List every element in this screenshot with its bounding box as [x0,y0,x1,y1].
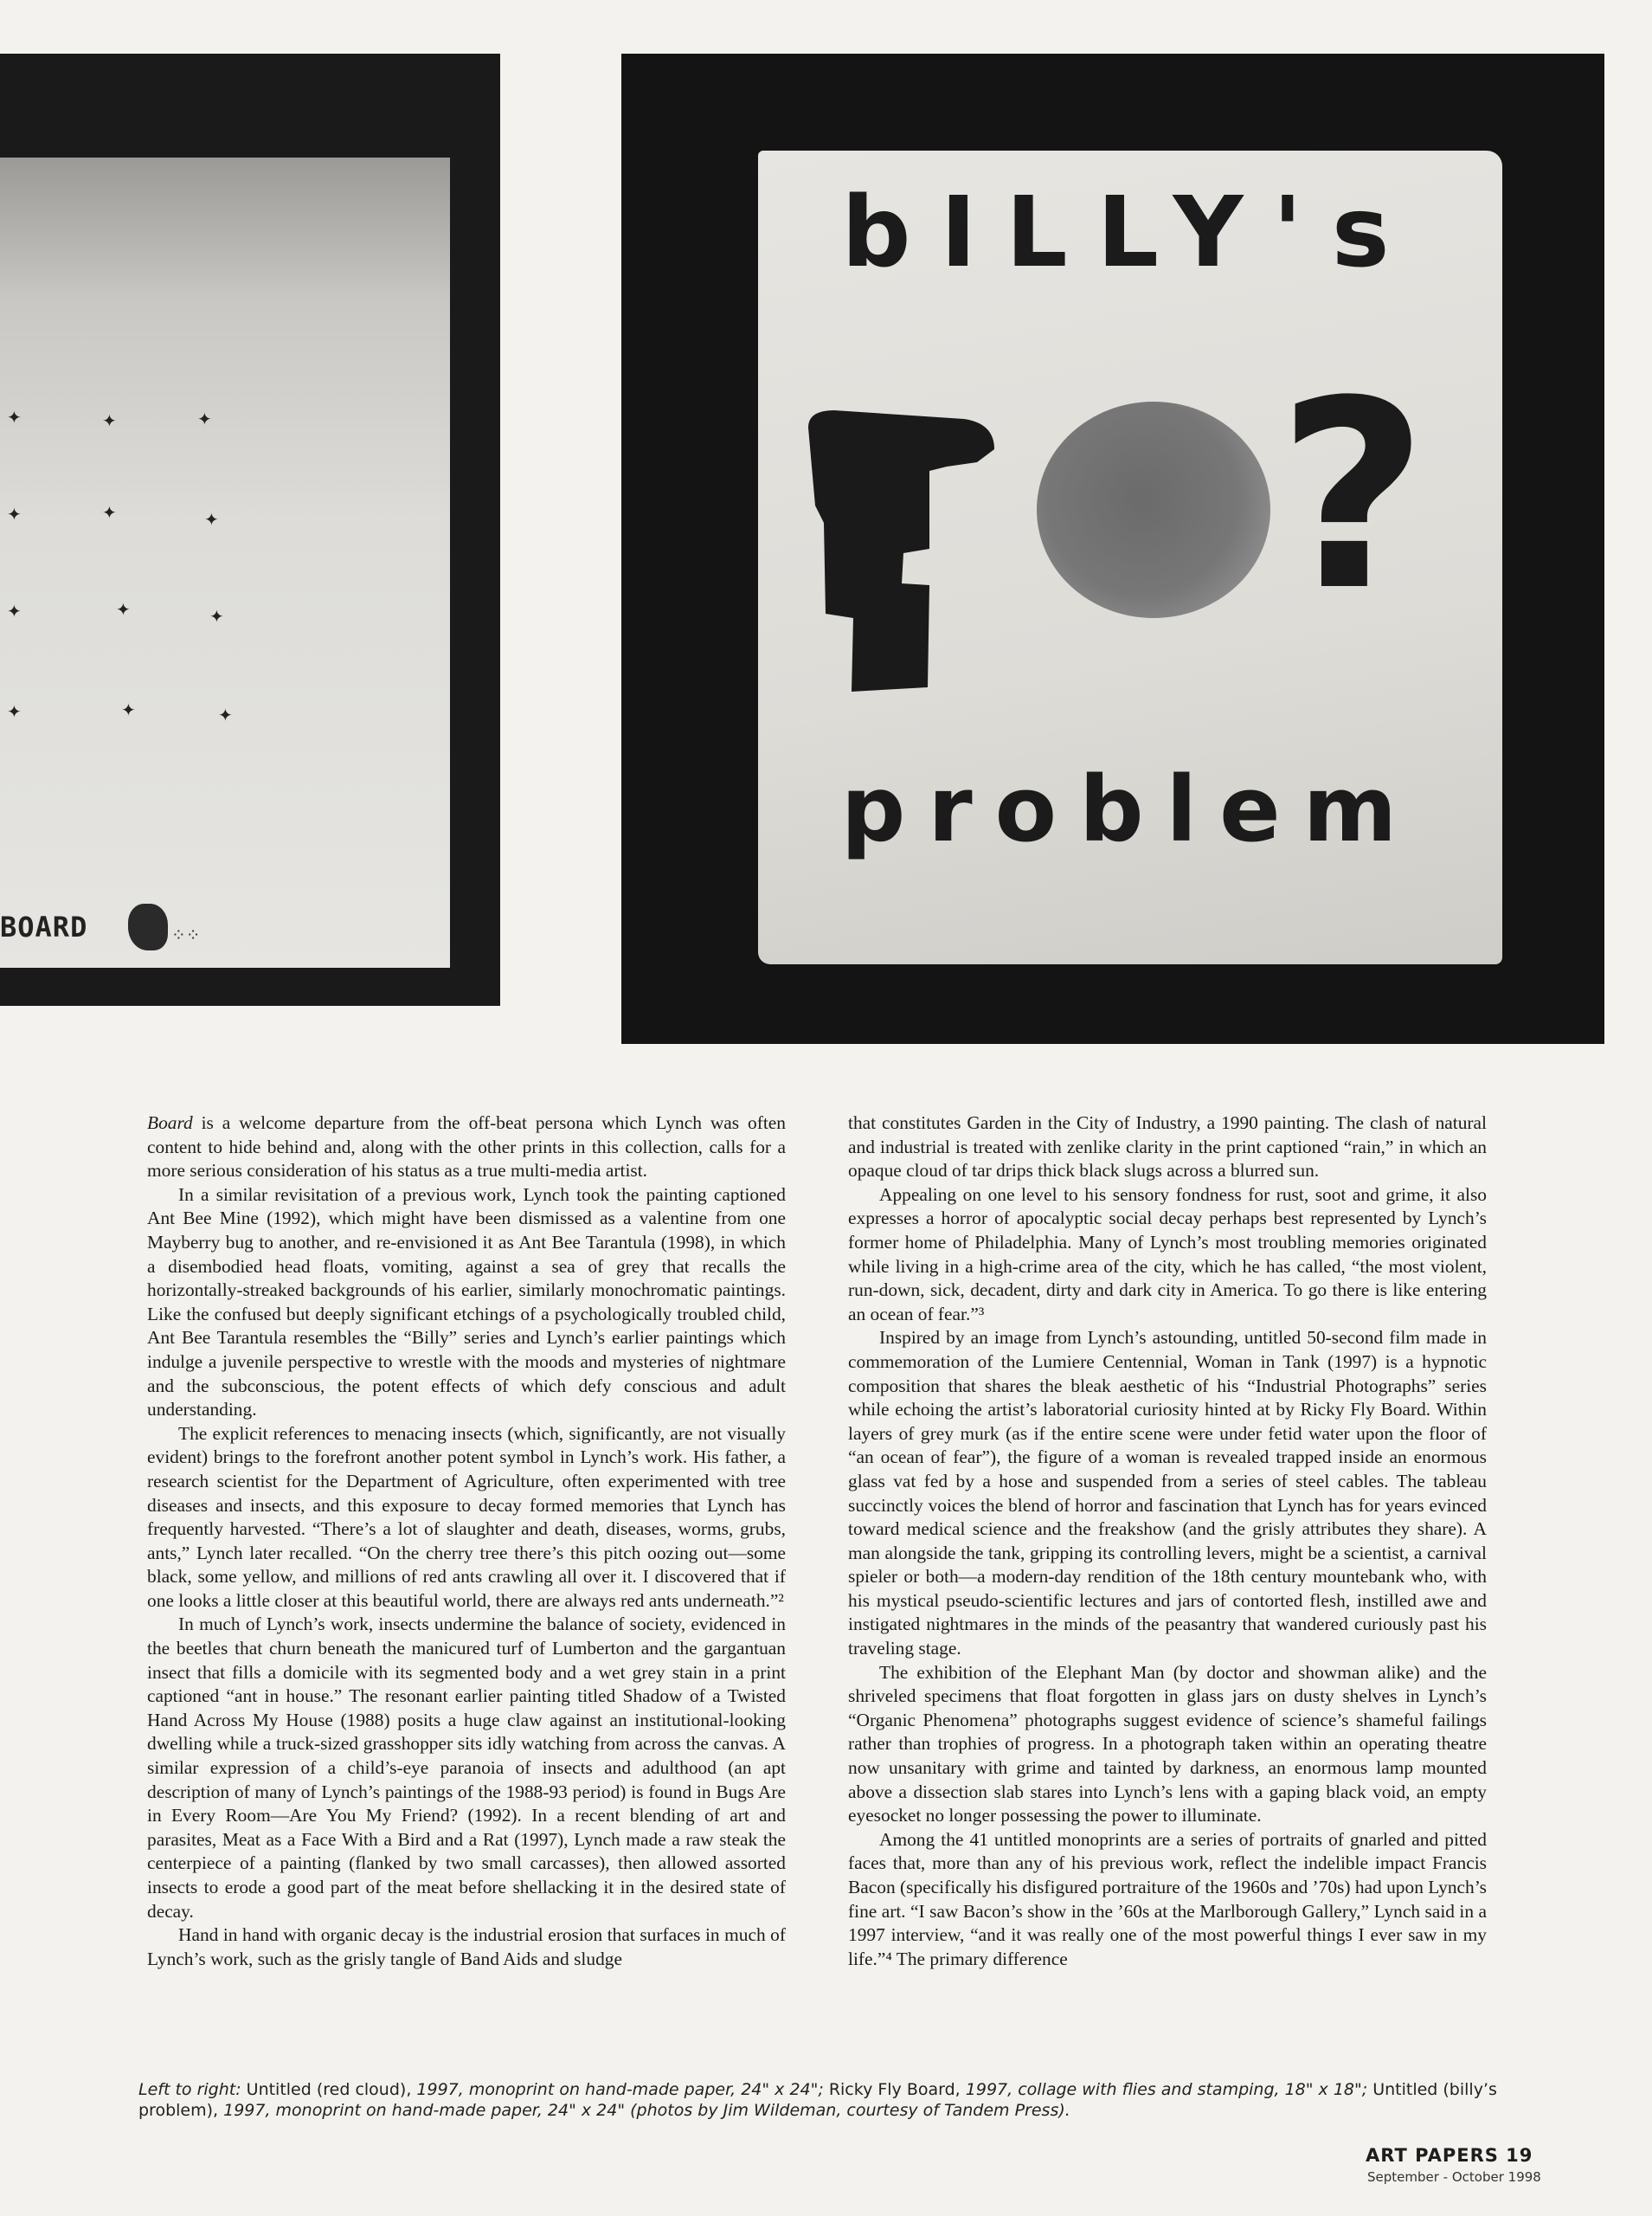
fly-mark: ✦ [7,407,22,428]
caption-details: 1997, monoprint on hand-made paper, 24" x 24" (photos by Jim Wildeman, courtesy of Tandem Press). [223,2101,1070,2120]
photo-billys-problem [621,54,1604,1044]
caption-details: 1997, monoprint on hand-made paper, 24" x 24"; [416,2080,829,2099]
board-stamp-text: BOARD [0,911,88,944]
paragraph: Hand in hand with organic decay is the industrial erosion that surfaces in much of Lynch’s work, such as the grisly tangle of Band Aids and sludge [147,1924,786,1969]
fly-board-panel [0,158,450,968]
paragraph: In much of Lynch’s work, insects undermine the balance of society, evidenced in the beetles that churn beneath the manicured turf of Lumberton and the gargantuan insect that fills a domicile with its segmented body and a wet grey stain in a print captioned “ant in house.” The resonant earlier painting titled Shadow of a Twisted Hand Across My House (1988) posits a huge claw against an institutional-looking dwelling while a truck-sized grasshopper sits idly watching from across the canvas. A similar expression of a child’s-eye paranoia of insects and adulthood (an apt description of many of Lynch’s paintings of the 1988-93 period) is found in Bugs Are in Every Room—Are You My Friend? (1992). In a recent blending of art and parasites, Meat as a Face With a Bird and a Rat (1997), Lynch made a raw steak the centerpiece of a painting (flanked by two small carcasses), then allowed assorted insects to erode a good part of the meat before shellacking it in the desired state of decay. [147,1614,786,1922]
photo-caption [138,2079,1523,2121]
caption-details: 1997, collage with flies and stamping, 18" x 18"; [965,2080,1373,2099]
publication-folio: ART PAPERS 19 [1366,2145,1533,2166]
paragraph: In a similar revisitation of a previous work, Lynch took the painting captioned Ant Bee Mine (1992), which might have been dismissed as a valentine from one Mayberry bug to another, and re-envisioned it as Ant Bee Tarantula (1998), in which a disembodied head floats, vomiting, against a sea of grey that recalls the horizontally-streaked backgrounds of his earlier, similarly monochromatic paintings. Like the confused but deeply significant etchings of a psychologically troubled child, Ant Bee Tarantula resembles the “Billy” series and Lynch’s earlier paintings which indulge a juvenile perspective to wrestle with the moods and mysteries of nightmare and the subconscious, the potent effects of which defy conscious and adult understanding. [147,1183,786,1420]
fly-mark: ✦ [102,410,117,431]
article-column-left [147,1111,786,1971]
fly-mark: ✦ [7,701,22,722]
italic-lead: Board [147,1112,193,1133]
pistol-silhouette-icon [800,402,999,748]
paragraph: The exhibition of the Elephant Man (by doctor and showman alike) and the shriveled specimens that float forgotten in glass jars on dusty shelves in Lynch’s “Organic Phenomena” photographs suggest evidence of science’s shameful failings rather than trophies of progress. In a photograph taken within an operating theatre now unsanitary with grime and tainted by darkness, an enormous lamp mounted above a dissection slab stares into Lynch’s lens with a gaping black void, an empty eyesocket no longer possessing the power to illuminate. [848,1661,1487,1826]
caption-title: Untitled (red cloud), [246,2080,417,2099]
fly-mark: ✦ [7,504,22,525]
fly-mark: ✦ [204,509,219,530]
fly-mark: ✦ [7,601,22,622]
print-title-top: bILLY's [841,177,1419,289]
fly-mark: ✦ [197,409,212,429]
paragraph: that constitutes Garden in the City of Industry, a 1990 painting. The clash of natural and industrial is treated with zenlike clarity in the print captioned “rain,” in which an opaque cloud of tar drips thick black slugs across a blurred sun. [848,1112,1487,1182]
monoprint-sheet [758,151,1502,964]
fly-mark: ✦ [116,599,131,620]
paragraph: Appealing on one level to his sensory fondness for rust, soot and grime, it also expresses a horror of apocalyptic social decay perhaps best represented by Lynch’s former home of Philadelphia. Many of Lynch’s most troubling memories originated while living in a high-crime area of the city, which he has called, “the most violent, run-down, sick, decadent, dirty and dark city in America. To go there is like entering an ocean of fear.”³ [848,1183,1487,1324]
caption-title: Ricky Fly Board, [828,2080,966,2099]
fly-mark: ✦ [121,699,136,720]
paragraph [147,1111,786,1183]
fly-mark: ✦ [102,502,117,523]
paragraph-text: is a welcome departure from the off-beat persona which Lynch was often content to hide behind and, along with the other prints in this collection, calls for a more serious consideration of his status as a true multi-media artist. [147,1112,786,1182]
article-column-right [848,1111,1487,1971]
paragraph: Among the 41 untitled monoprints are a series of portraits of gnarled and pitted faces that, more than any of his previous work, reflect the indelible impact Francis Bacon (specifically his disfigured portraiture of the 1960s and ’70s) had upon Lynch’s fine art. “I saw Bacon’s show in the ’60s at the Marlborough Gallery,” Lynch said in a 1997 interview, “and it was really one of the most powerful things I ever saw in my life.”⁴ The primary difference [848,1828,1487,1969]
question-mark: ? [1277,345,1429,647]
ink-blot [128,904,168,950]
paragraph: The explicit references to menacing insects (which, significantly, are not visually evident) brings to the forefront another potent symbol in Lynch’s work. His father, a research scientist for the Department of Agriculture, often experimented with tree diseases and insects, and this exposure to decay formed memories that Lynch has frequently harvested. “There’s a lot of slaughter and death, diseases, worms, grubs, ants,” Lynch later recalled. “On the cherry tree there’s this pitch oozing out—some black, some yellow, and millions of red ants crawling all over it. I discovered that if one looks a little closer at this beautiful world, there are always red ants underneath.”² [147,1422,786,1611]
print-title-bottom: problem [840,757,1420,862]
fly-mark: ✦ [218,705,233,725]
fly-mark: ✦ [209,606,224,627]
issue-date: September - October 1998 [1367,2169,1541,2185]
photo-ricky-fly-board [0,54,500,1006]
caption-title: Untitled (billy’s problem), [138,2080,1497,2120]
red-cloud-blot [1037,402,1270,618]
paragraph: Inspired by an image from Lynch’s astounding, untitled 50-second film made in commemoration of the Lumiere Centennial, Woman in Tank (1997) is a hypnotic composition that shares the bleak aesthetic of his “Industrial Photographs” series while echoing the artist’s laboratorial curiosity hinted at by Ricky Fly Board. Within layers of grey murk (as if the entire scene were under fetid water upon the floor of “an ocean of fear”), the figure of a woman is revealed trapped inside an enormous glass vat fed by a hose and suspended from a series of steel cables. The tableau succinctly voices the blend of horror and fascination that Lynch has for years evinced toward medical science and the freakshow (and the grisly attributes they share). A man alongside the tank, gripping its controlling levers, might be a scientist, a carnival spieler or both—a modern-day rendition of the 18th century mountebank who, with his mystical pseudo-scientific lectures and jars of contorted flesh, instilled awe and instigated nightmares in the minds of the peasantry that wandered curiously past his traveling stage. [848,1327,1487,1659]
fly-cluster: ⁘⁘ [171,924,201,945]
caption-lead: Left to right: [138,2080,247,2099]
